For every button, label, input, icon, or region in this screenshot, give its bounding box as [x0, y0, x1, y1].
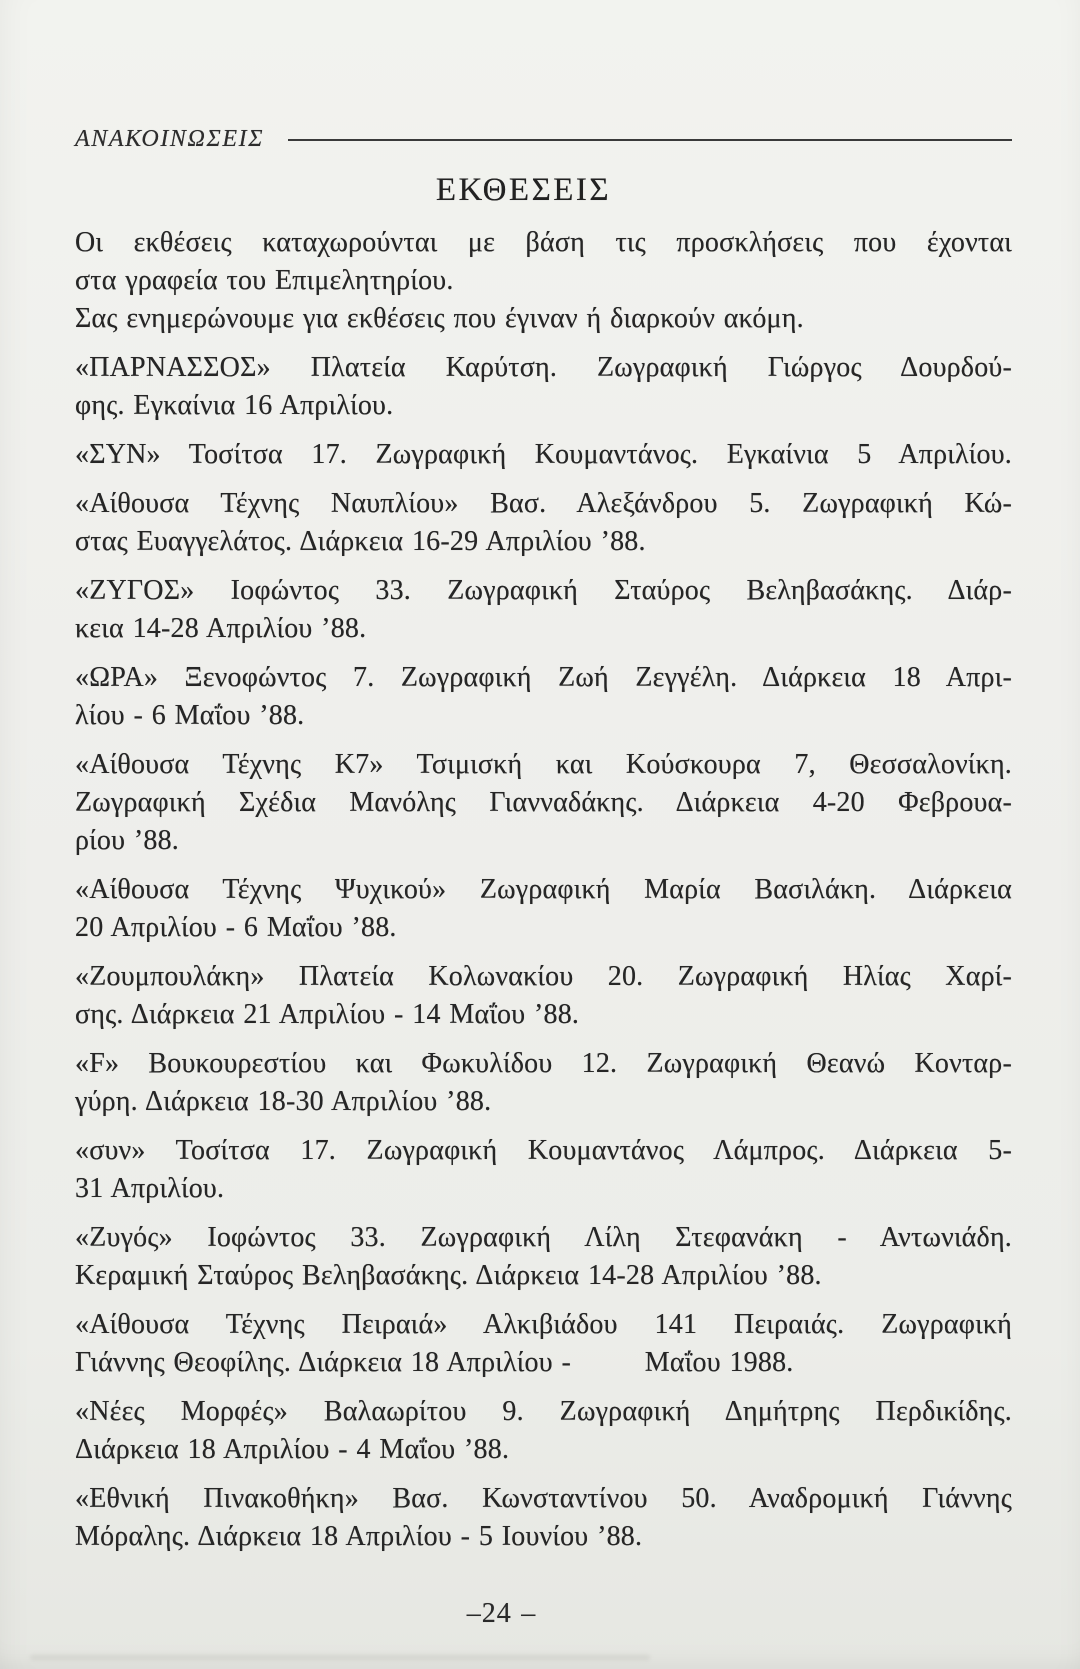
- exhibition-entry: [75, 1045, 1012, 1121]
- text-line: «ΣΥΝ» Τοσίτσα 17. Ζωγραφική Κουμαντάνος. Εγκαίνια 5 Απριλίου.: [75, 439, 1012, 470]
- text-line: Κεραμική Σταύρος Βεληβασάκης. Διάρκεια 14-28 Απριλίου ’88.: [75, 1260, 822, 1291]
- exhibition-entry: [75, 1393, 1012, 1469]
- page-title: ΕΚΘΕΣΕΙΣ: [435, 172, 612, 208]
- text-line: λίου - 6 Μαΐου ’88.: [75, 700, 305, 731]
- page-number: –24 –: [466, 1598, 537, 1629]
- intro-paragraph: [75, 224, 1012, 300]
- exhibition-entry: [75, 746, 1012, 860]
- text-line: «Αίθουσα Τέχνης Κ7» Τσιμισκή και Κούσκουρα 7, Θεσσαλονίκη.: [75, 749, 1012, 780]
- text-line: 20 Απριλίου - 6 Μαΐου ’88.: [75, 912, 397, 943]
- document-body: [75, 224, 1012, 1556]
- text-line: ρίου ’88.: [75, 825, 179, 856]
- running-header-row: [75, 126, 1012, 152]
- text-line: «συν» Τοσίτσα 17. Ζωγραφική Κουμαντάνος Λάμπρος. Διάρκεια 5-: [75, 1135, 1012, 1166]
- text-line: στα γραφεία του Επιμελητηρίου.: [75, 265, 454, 296]
- text-line: «ΠΑΡΝΑΣΣΟΣ» Πλατεία Καρύτση. Ζωγραφική Γιώργος Δουρδού-: [75, 352, 1012, 383]
- intro-paragraph: [75, 300, 1012, 338]
- text-line: «Αίθουσα Τέχνης Ψυχικού» Ζωγραφική Μαρία Βασιλάκη. Διάρκεια: [75, 874, 1012, 905]
- text-line: «ΩΡΑ» Ξενοφώντος 7. Ζωγραφική Ζωή Ζεγγέλη. Διάρκεια 18 Απρι-: [75, 662, 1012, 693]
- text-line: Ζωγραφική Σχέδια Μανόλης Γιανναδάκης. Διάρκεια 4-20 Φεβρουα-: [75, 787, 1012, 818]
- text-line: Μόραλης. Διάρκεια 18 Απριλίου - 5 Ιουνίου ’88.: [75, 1521, 643, 1552]
- text-line: «ΖΥΓΟΣ» Ιοφώντος 33. Ζωγραφική Σταύρος Βεληβασάκης. Διάρ-: [75, 575, 1012, 606]
- exhibition-entry: [75, 1219, 1012, 1295]
- exhibition-entry: [75, 1132, 1012, 1208]
- exhibition-entry: [75, 1480, 1012, 1556]
- text-line: Διάρκεια 18 Απριλίου - 4 Μαΐου ’88.: [75, 1434, 510, 1465]
- text-line: «Αίθουσα Τέχνης Πειραιά» Αλκιβιάδου 141 Πειραιάς. Ζωγραφική: [75, 1309, 1012, 1340]
- exhibition-entry: [75, 871, 1012, 947]
- exhibition-entry: [75, 349, 1012, 425]
- exhibition-entry: [75, 958, 1012, 1034]
- text-line: φης. Εγκαίνια 16 Απριλίου.: [75, 390, 394, 421]
- text-line: «Αίθουσα Τέχνης Ναυπλίου» Βασ. Αλεξάνδρου 5. Ζωγραφική Κώ-: [75, 488, 1012, 519]
- text-line: Γιάννης Θεοφίλης. Διάρκεια 18 Απριλίου - Μαΐου 1988.: [75, 1347, 794, 1378]
- running-header: ΑΝΑΚΟΙΝΩΣΕΙΣ: [75, 126, 265, 152]
- text-line: «F» Βουκουρεστίου και Φωκυλίδου 12. Ζωγραφική Θεανώ Κονταρ-: [75, 1048, 1012, 1079]
- exhibition-entry: [75, 572, 1012, 648]
- text-line: Οι εκθέσεις καταχωρούνται με βάση τις προσκλήσεις που έχονται: [75, 227, 1012, 258]
- exhibition-entry: [75, 436, 1012, 474]
- exhibition-entry: [75, 485, 1012, 561]
- text-line: Σας ενημερώνουμε για εκθέσεις που έγιναν ή διαρκούν ακόμη.: [75, 303, 804, 334]
- text-line: γύρη. Διάρκεια 18-30 Απριλίου ’88.: [75, 1086, 492, 1117]
- text-line: 31 Απριλίου.: [75, 1173, 225, 1204]
- text-line: κεια 14-28 Απριλίου ’88.: [75, 613, 367, 644]
- exhibition-entry: [75, 659, 1012, 735]
- text-line: «Ζυγός» Ιοφώντος 33. Ζωγραφική Λίλη Στεφανάκη - Αντωνιάδη.: [75, 1222, 1012, 1253]
- text-line: «Εθνική Πινακοθήκη» Βασ. Κωνσταντίνου 50. Αναδρομική Γιάννης: [75, 1483, 1012, 1514]
- text-line: στας Ευαγγελάτος. Διάρκεια 16-29 Απριλίου ’88.: [75, 526, 646, 557]
- text-line: «Ζουμπουλάκη» Πλατεία Κολωνακίου 20. Ζωγραφική Ηλίας Χαρί-: [75, 961, 1012, 992]
- text-line: «Νέες Μορφές» Βαλαωρίτου 9. Ζωγραφική Δημήτρης Περδικίδης.: [75, 1396, 1012, 1427]
- exhibition-entry: [75, 1306, 1012, 1382]
- header-rule: [288, 139, 1012, 141]
- text-line: σης. Διάρκεια 21 Απριλίου - 14 Μαΐου ’88.: [75, 999, 580, 1030]
